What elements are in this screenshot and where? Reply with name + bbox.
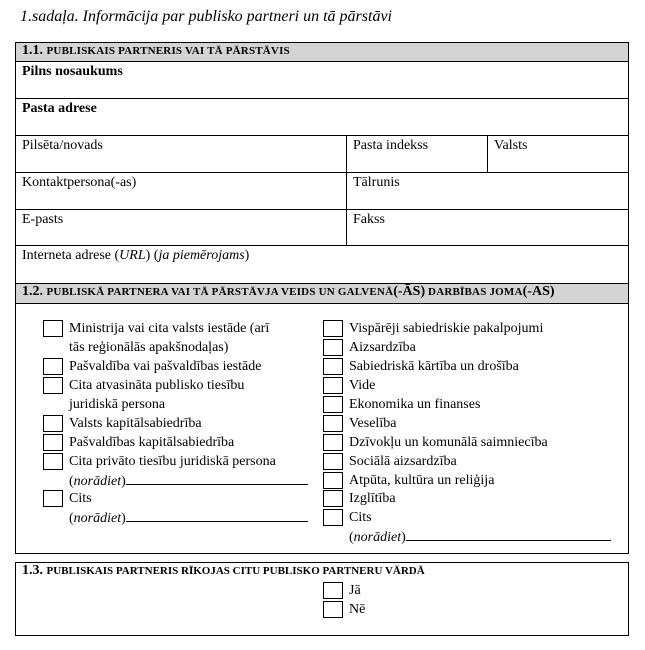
option-municipal-company: Pašvaldības kapitālsabiedrība <box>69 435 235 450</box>
specify-line[interactable] <box>126 509 308 522</box>
section-1-3-header <box>16 563 628 582</box>
section-1-2-title-mid: DARBĪBAS JOMA <box>425 286 523 298</box>
full-name-row[interactable] <box>16 61 628 99</box>
checkbox-general-services[interactable] <box>323 320 343 337</box>
web-mid: ) ( <box>145 248 159 263</box>
checkbox-environment[interactable] <box>323 377 343 394</box>
web-address-row[interactable] <box>16 245 628 284</box>
checkbox-right-other[interactable] <box>323 509 343 526</box>
section-1-2-header <box>16 284 628 303</box>
full-name-label: Pilns nosaukums <box>22 64 123 79</box>
checkbox-health[interactable] <box>323 415 343 432</box>
option-municipality: Pašvaldība vai pašvaldības iestāde <box>69 359 262 374</box>
section-1-1 <box>15 42 629 284</box>
option-social-protection: Sociālā aizsardzība <box>349 454 457 469</box>
option-health: Veselība <box>349 416 397 431</box>
option-environment: Vide <box>349 378 376 393</box>
section-1-2-title: PUBLISKĀ PARTNERA VAI TĀ PĀRSTĀVJA VEIDS UN GALVENĀ <box>46 286 394 298</box>
option-ministry-line2: tās reģionālās apakšnodaļas) <box>69 340 229 355</box>
checkbox-social-protection[interactable] <box>323 453 343 470</box>
checkbox-private-law-entity[interactable] <box>43 453 63 470</box>
specify-private-law-entity[interactable]: (norādiet) <box>69 472 308 492</box>
section-1-2-number: 1.2. <box>22 284 43 299</box>
checkbox-education[interactable] <box>323 490 343 507</box>
specify-right-other[interactable]: (norādiet) <box>349 528 611 548</box>
country-field[interactable]: Valsts <box>487 136 628 173</box>
specify-line[interactable] <box>126 472 308 485</box>
web-address-label <box>16 246 628 284</box>
specify-line[interactable] <box>406 528 611 541</box>
contact-person-field[interactable]: Kontaktpersona(-as) <box>22 175 137 190</box>
postal-address-row[interactable] <box>16 98 628 136</box>
web-prefix: Interneta adrese ( <box>22 248 120 263</box>
option-public-order: Sabiedriskā kārtība un drošība <box>349 359 519 374</box>
specify-label: norādiet <box>73 511 122 526</box>
option-yes: Jā <box>349 583 361 598</box>
option-state-company: Valsts kapitālsabiedrība <box>69 416 202 431</box>
section-1-2-title-end: (-AS) <box>522 284 555 299</box>
city-row <box>16 135 628 173</box>
fax-field[interactable]: Fakss <box>346 210 628 246</box>
checkbox-culture[interactable] <box>323 472 343 489</box>
option-left-other: Cits <box>69 491 92 506</box>
option-housing: Dzīvokļu un komunālā saimniecība <box>349 435 548 450</box>
web-url: URL <box>119 248 146 263</box>
option-education: Izglītība <box>349 491 396 506</box>
section-1-1-number: 1.1. <box>22 43 43 58</box>
email-row <box>16 209 628 246</box>
checkbox-yes[interactable] <box>323 582 343 599</box>
checkbox-defence[interactable] <box>323 339 343 356</box>
checkbox-municipality[interactable] <box>43 358 63 375</box>
checkbox-public-order[interactable] <box>323 358 343 375</box>
option-private-law-entity: Cita privāto tiesību juridiskā persona <box>69 454 276 469</box>
option-no: Nē <box>349 602 366 617</box>
option-right-other: Cits <box>349 510 372 525</box>
specify-left-other[interactable]: (norādiet) <box>69 509 308 529</box>
contact-row <box>16 172 628 210</box>
checkbox-left-other[interactable] <box>43 490 63 507</box>
page-heading: 1.sadaļa. Informācija par publisko partneri un tā pārstāvi <box>20 8 392 25</box>
option-ministry-line1: Ministrija vai cita valsts iestāde (arī <box>69 321 270 336</box>
checkbox-state-company[interactable] <box>43 415 63 432</box>
section-1-2-title-paren: (-ĀS) <box>393 284 426 299</box>
postal-address-label: Pasta adrese <box>22 101 97 116</box>
option-culture: Atpūta, kultūra un reliģija <box>349 473 495 488</box>
web-suffix: ) <box>244 248 250 263</box>
section-1-3-title: PUBLISKAIS PARTNERIS RĪKOJAS CITU PUBLISKO PARTNERU VĀRDĀ <box>46 565 425 577</box>
web-note: ja piemērojams <box>158 248 245 263</box>
checkbox-municipal-company[interactable] <box>43 434 63 451</box>
checkbox-economy[interactable] <box>323 396 343 413</box>
section-1-3-number: 1.3. <box>22 563 43 578</box>
option-economy: Ekonomika un finanses <box>349 397 481 412</box>
checkbox-public-law-entity[interactable] <box>43 377 63 394</box>
option-public-law-entity-line1: Cita atvasināta publisko tiesību <box>69 378 245 393</box>
option-public-law-entity-line2: juridiskā persona <box>69 397 166 412</box>
city-field[interactable]: Pilsēta/novads <box>22 138 103 153</box>
postal-code-field[interactable]: Pasta indekss <box>346 136 487 173</box>
specify-label: norādiet <box>353 530 402 545</box>
email-field[interactable]: E-pasts <box>22 212 64 227</box>
checkbox-ministry[interactable] <box>43 320 63 337</box>
option-defence: Aizsardzība <box>349 340 416 355</box>
option-general-services: Vispārēji sabiedriskie pakalpojumi <box>349 321 544 336</box>
phone-field[interactable]: Tālrunis <box>346 173 628 210</box>
section-1-1-header <box>16 43 628 61</box>
checkbox-housing[interactable] <box>323 434 343 451</box>
checkbox-no[interactable] <box>323 601 343 618</box>
section-1-3 <box>15 562 629 636</box>
specify-label: norādiet <box>73 474 122 489</box>
section-1-1-title: PUBLISKAIS PARTNERIS VAI TĀ PĀRSTĀVIS <box>46 45 290 57</box>
